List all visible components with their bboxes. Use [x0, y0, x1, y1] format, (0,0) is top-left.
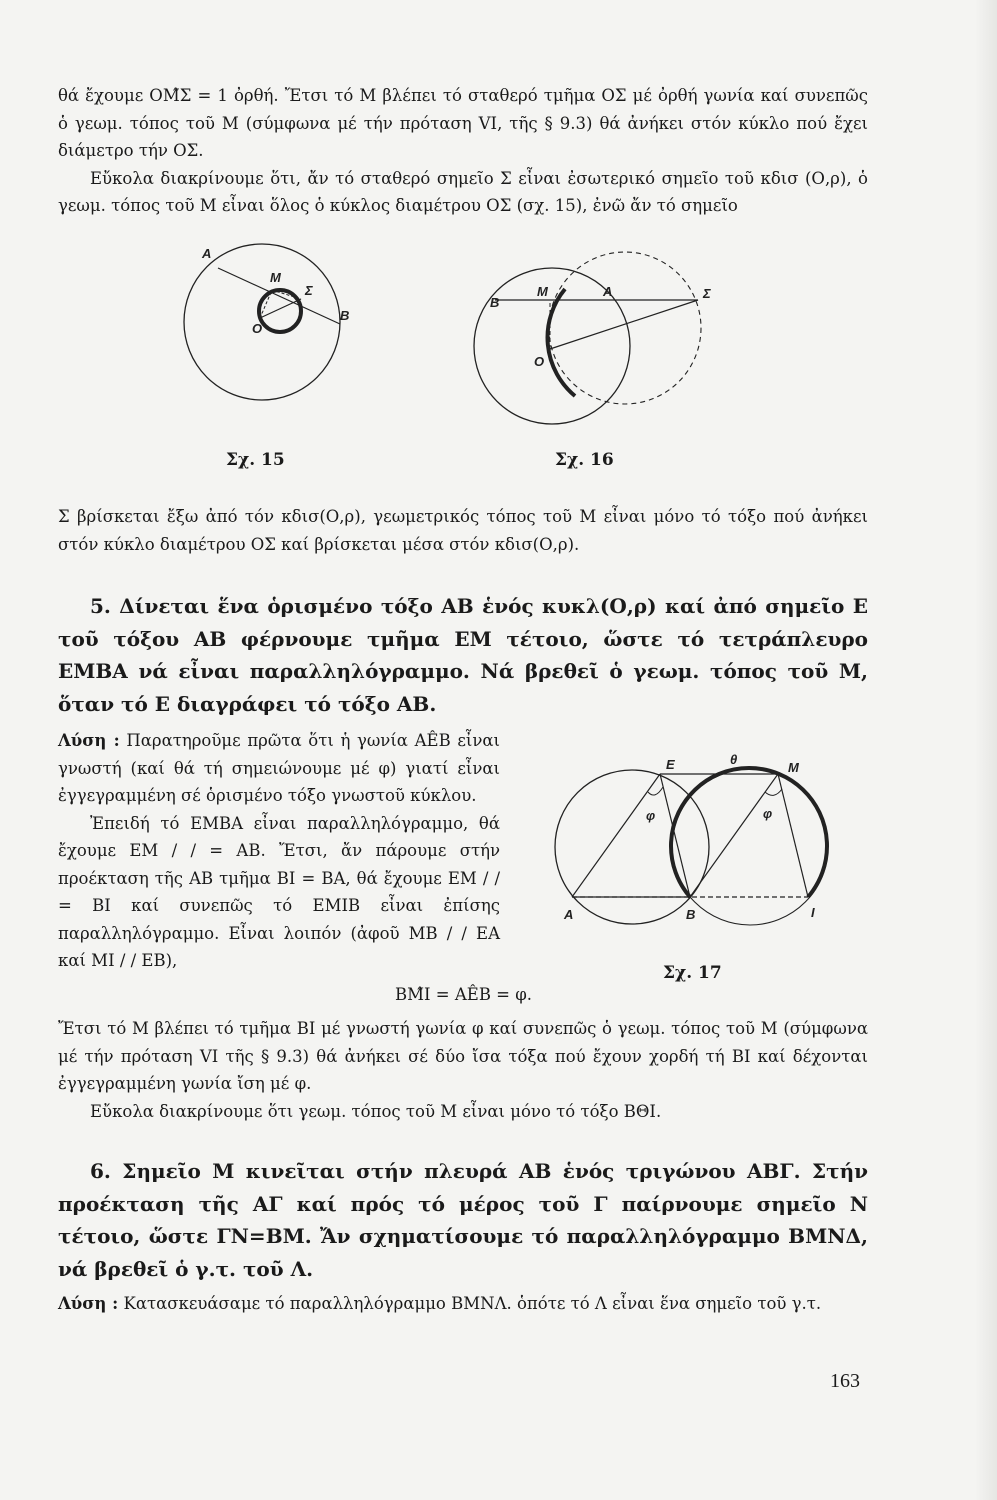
figure-16	[470, 250, 720, 440]
fig17-label-phi1: φ	[646, 808, 656, 823]
fig15-label-o: O	[252, 321, 263, 336]
sol5-text2: Ἐπειδή τό ΕΜΒΑ εἶναι παραλληλόγραμμο, θά ἔχουμε ΕΜ / / = ΑΒ. Ἔτσι, ἄν πάρουμε στήν προέκταση τῆς ΑΒ τμῆμα ΒΙ = ΒΑ, θά ἔχουμε ΕΜ / / = ΒΙ καί συνεπῶς τό ΕΜΙΒ εἶναι ἐπίσης παραλληλόγραμμο. Εἶναι λοιπόν (ἀφοῦ ΜΒ / / ΕΑ καί ΜΙ / / ΕΒ),	[58, 813, 500, 970]
fig17-label-m: M	[788, 760, 799, 775]
paragraph-intro	[58, 82, 868, 220]
figure-17	[550, 752, 850, 932]
fig17-label-e: E	[666, 757, 675, 772]
text-para1: θά ἔχουμε ΟΜ̂Σ = 1 ὀρθή. Ἔτσι τό Μ βλέπει τό σταθερό τμῆμα ΟΣ μέ ὀρθή γωνία καί συνεπῶς ὁ γεωμ. τόπος τοῦ Μ (σύμφωνα μέ τήν πρόταση VI, τῆς § 9.3) θά ἀνήκει στόν κύκλο πού ἔχει διάμετρο τήν ΟΣ.	[58, 86, 868, 160]
fig15-label-m: M	[270, 270, 281, 285]
sol5-text4: Εὔκολα διακρίνουμε ὅτι γεωμ. τόπος τοῦ Μ εἶναι μόνο τό τόξο ΒΘΙ.	[90, 1101, 662, 1121]
fig16-label-o: O	[534, 354, 545, 369]
text-para2: Εὔκολα διακρίνουμε ὅτι, ἄν τό σταθερό σημεῖο Σ εἶναι ἐσωτερικό σημεῖο τοῦ κδισ (Ο,ρ), ὁ γεωμ. τόπος τοῦ Μ εἶναι ὅλος ὁ κύκλος διαμέτρου ΟΣ (σχ. 15), ἐνῶ ἄν τό σημεῖο	[58, 168, 868, 215]
fig17-label-theta: θ	[730, 752, 738, 767]
fig15-label-a: A	[202, 246, 212, 261]
fig17-label-b: B	[686, 907, 696, 922]
fig15-label-b: B	[340, 308, 350, 323]
solution-5	[58, 727, 500, 975]
page-edge-shadow	[975, 0, 997, 1500]
fig16-label-a: A	[603, 284, 613, 299]
fig17-label-i: I	[811, 905, 815, 920]
sol6-label: Λύση :	[58, 1294, 119, 1313]
figure-15	[180, 238, 350, 428]
text-para3: Σ βρίσκεται ἔξω ἀπό τόν κδισ(Ο,ρ), γεωμετρικός τόπος τοῦ Μ εἶναι μόνο τό τόξο πού ἀνήκει στόν κύκλο διαμέτρου ΟΣ καί βρίσκεται μέσα στόν κδισ(Ο,ρ).	[58, 507, 868, 554]
fig17-label-phi2: φ	[763, 806, 773, 821]
fig16-label-m: M	[537, 284, 548, 299]
page-number: 163	[830, 1370, 860, 1392]
sol5-label: Λύση :	[58, 731, 120, 750]
fig16-caption: Σχ. 16	[555, 450, 614, 470]
problem5-statement: 5. Δίνεται ἕνα ὁρισμένο τόξο ΑΒ ἑνός κυκλ(Ο,ρ) καί ἀπό σημεῖο Ε τοῦ τόξου ΑΒ φέρνουμε τμῆμα ΕΜ τέτοιο, ὥστε τό τετράπλευρο ΕΜΒΑ νά εἶναι παραλληλόγραμμο. Νά βρεθεῖ ὁ γεωμ. τόπος τοῦ Μ, ὅταν τό Ε διαγράφει τό τόξο ΑΒ.	[58, 594, 868, 716]
fig15-caption: Σχ. 15	[226, 450, 285, 470]
solution-5-cont	[58, 1015, 868, 1125]
fig16-label-s: Σ	[703, 286, 711, 301]
fig17-caption: Σχ. 17	[663, 963, 722, 983]
sol5-text1: Παρατηροῦμε πρῶτα ὅτι ἡ γωνία ΑÊΒ εἶναι γνωστή (καί θά τή σημειώνουμε μέ φ) γιατί εἶναι ἐγγεγραμμένη σέ ὁρισμένο τόξο γνωστοῦ κύκλου.	[58, 731, 501, 805]
fig16-label-b: B	[490, 295, 500, 310]
paragraph-fig16	[58, 503, 868, 558]
sol5-equation: ΒΜ̂Ι = ΑÊΒ = φ.	[395, 985, 533, 1004]
fig15-label-s: Σ	[305, 283, 313, 298]
fig17-label-a: A	[564, 907, 574, 922]
problem-5	[58, 590, 868, 720]
sol5-text3: Ἔτσι τό Μ βλέπει τό τμῆμα ΒΙ μέ γνωστή γωνία φ καί συνεπῶς ὁ γεωμ. τόπος τοῦ Μ (σύμφωνα μέ τήν πρόταση VI τῆς § 9.3) θά ἀνήκει σέ δύο ἴσα τόξα πού ἔχουν χορδή τή ΒΙ καί δέχονται ἐγγεγραμμένη γωνία ἴση μέ φ.	[58, 1019, 868, 1093]
problem6-statement: 6. Σημεῖο Μ κινεῖται στήν πλευρά ΑΒ ἑνός τριγώνου ΑΒΓ. Στήν προέκταση τῆς ΑΓ καί πρός τό μέρος τοῦ Γ παίρνουμε σημεῖο Ν τέτοιο, ὥστε ΓΝ=ΒΜ. Ἄν σχηματίσουμε τό παραλληλόγραμμο ΒΜΝΔ, νά βρεθεῖ ὁ γ.τ. τοῦ Λ.	[58, 1159, 868, 1281]
solution-6	[58, 1290, 868, 1318]
sol6-text: Κατασκευάσαμε τό παραλληλόγραμμο ΒΜΝΛ. ὁπότε τό Λ εἶναι ἕνα σημεῖο τοῦ γ.τ.	[123, 1294, 822, 1313]
problem-6	[58, 1155, 868, 1285]
